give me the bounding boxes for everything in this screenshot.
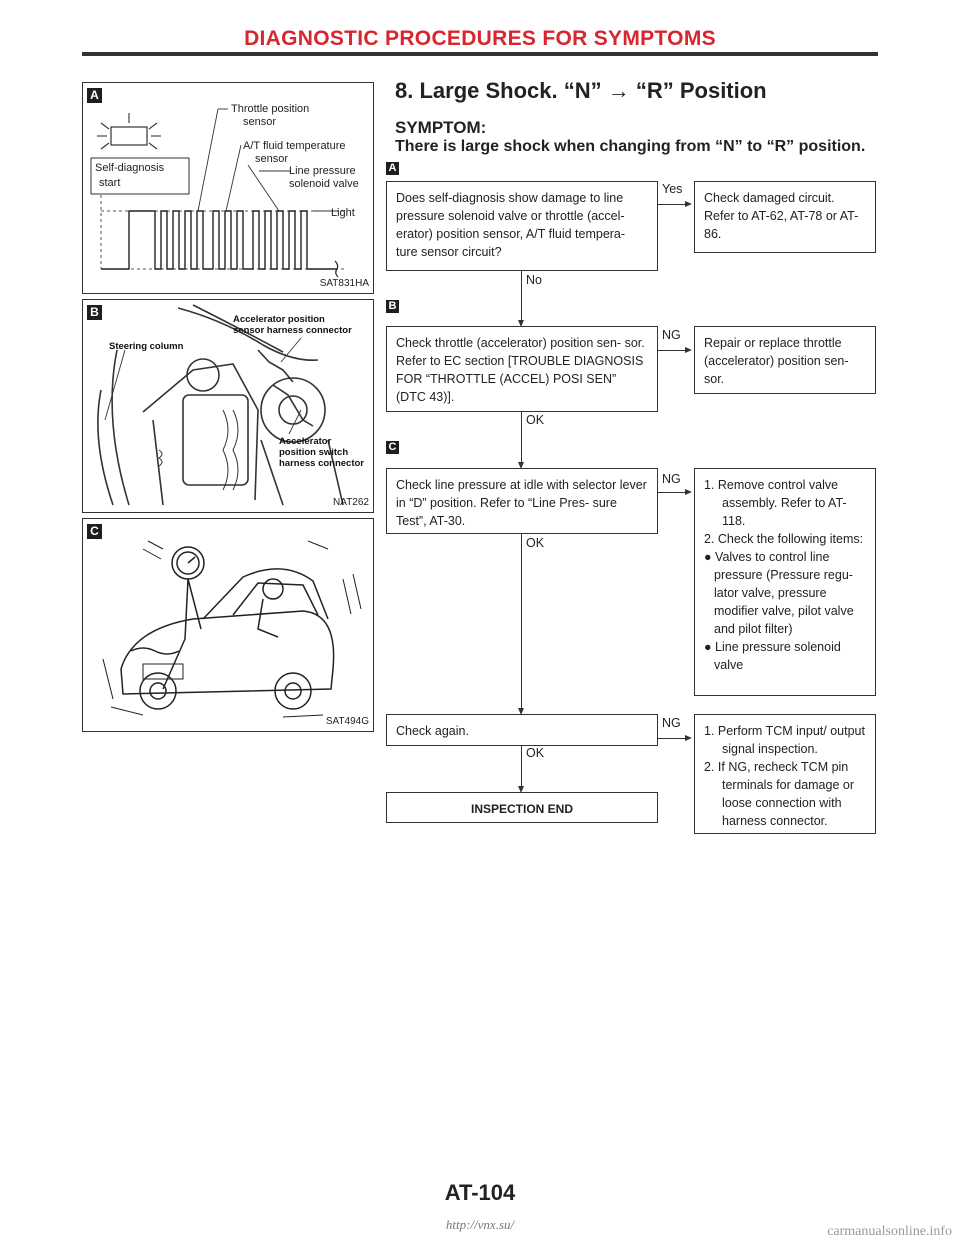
- flow-step3-bullet-text: Valves to control line pressure (Pressure regu- lator valve, pressure modifier valve, pilot valve and pilot filter): [714, 550, 854, 636]
- figure-marker-b: B: [87, 305, 102, 320]
- flow-connector: [521, 746, 522, 790]
- flow-step3-ok-label: OK: [526, 536, 545, 550]
- flow-step3-ng-item: 1. Remove control valve assembly. Refer to AT-118.: [704, 478, 847, 528]
- label-position-switch: position switch: [279, 447, 349, 458]
- section-title: 8. Large Shock. “N” → “R” Position: [395, 78, 767, 103]
- flow-connector: [658, 350, 688, 351]
- symptom-text: There is large shock when changing from “N” to “R” position.: [395, 138, 866, 155]
- watermark: carmanualsonline.info: [827, 1224, 952, 1239]
- flow-step2-question: Check throttle (accelerator) position sen- sor. Refer to EC section [TROUBLE DIAGNOSIS FOR “THROTTLE (ACCEL) POSI SEN” (DTC 43)].: [386, 326, 658, 412]
- figure-code-nat262: NAT262: [333, 497, 369, 508]
- flow-step4-ng-action: [694, 714, 876, 834]
- flow-connector: [521, 412, 522, 466]
- label-self-diagnosis: Self-diagnosis: [95, 162, 165, 174]
- flow-arrow-right: [685, 347, 692, 353]
- page-header-title: DIAGNOSTIC PROCEDURES FOR SYMPTOMS: [244, 27, 716, 50]
- flow-step3-ng-bullet: [704, 638, 866, 674]
- figure-marker-c: C: [87, 524, 102, 539]
- flow-step4-ng-label: NG: [662, 716, 681, 730]
- flow-step1-question: Does self-diagnosis show damage to line pressure solenoid valve or throttle (accel- erator) position sensor, A/T fluid tempera- ture sensor circuit?: [386, 181, 658, 271]
- label-harness-connector: harness connector: [279, 458, 364, 469]
- symptom-heading: SYMPTOM:: [395, 118, 487, 137]
- label-light: Light: [331, 207, 355, 219]
- label-fluid-temperature: A/T fluid temperature: [243, 140, 346, 152]
- flow-connector: [521, 534, 522, 712]
- figure-code-sat831ha: SAT831HA: [319, 278, 369, 289]
- label-fluid-temperature-sensor: sensor: [255, 153, 289, 165]
- flow-marker-c: C: [386, 441, 399, 454]
- bullet-icon: ●: [704, 550, 716, 564]
- label-throttle-position: Throttle position: [231, 103, 310, 115]
- flow-step1-yes-action: Check damaged circuit. Refer to AT-62, AT-78 or AT-86.: [694, 181, 876, 253]
- label-throttle-position-sensor: sensor: [243, 116, 277, 128]
- bullet-icon: ●: [704, 640, 716, 654]
- car-gauge-illustration: [83, 519, 373, 731]
- page-code: AT-104: [444, 1180, 516, 1205]
- flow-step2-ok-label: OK: [526, 413, 545, 427]
- flow-connector: [658, 738, 688, 739]
- flow-step3-question: Check line pressure at idle with selector lever in “D” position. Refer to “Line Pres- sure Test”, AT-30.: [386, 468, 658, 534]
- flow-step3-ng-item: 2. Check the following items:: [704, 532, 864, 546]
- flow-step4-question: Check again.: [386, 714, 658, 746]
- flow-step3-ng-bullet: [704, 548, 866, 638]
- figure-code-sat494g: SAT494G: [325, 716, 369, 727]
- flow-arrow-right: [685, 489, 692, 495]
- label-line-pressure: Line pressure: [289, 165, 356, 177]
- flow-step3-ng-label: NG: [662, 472, 681, 486]
- figure-self-diagnosis-signal: [82, 82, 374, 294]
- flow-arrow-right: [685, 735, 692, 741]
- flow-step4-ng-item: 1. Perform TCM input/ output signal inspection.: [704, 724, 865, 756]
- label-sensor-harness-connector: sensor harness connector: [233, 325, 352, 336]
- flow-arrow-right: [685, 201, 692, 207]
- flow-step4-ok-label: OK: [526, 746, 545, 760]
- figure-line-pressure-test: [82, 518, 374, 732]
- flow-step4-ng-item: 2. If NG, recheck TCM pin terminals for damage or loose connection with harness connector.: [704, 760, 855, 828]
- flow-marker-a: A: [386, 162, 399, 175]
- label-start: start: [99, 177, 121, 189]
- label-accelerator-position: Accelerator position: [233, 314, 325, 325]
- flow-inspection-end: INSPECTION END: [386, 792, 658, 823]
- label-steering-column: Steering column: [109, 341, 184, 352]
- label-solenoid-valve: solenoid valve: [289, 178, 359, 190]
- figure-accelerator-connectors: [82, 299, 374, 513]
- flow-step1-yes-label: Yes: [662, 182, 683, 196]
- header-divider: [82, 52, 878, 56]
- flow-step3-ng-action: [694, 468, 876, 696]
- figure-marker-a: A: [87, 88, 102, 103]
- flow-step3-bullet-text: Line pressure solenoid valve: [714, 640, 841, 672]
- flow-connector: [521, 271, 522, 324]
- footer-link[interactable]: http://vnx.su/: [445, 1217, 515, 1232]
- label-accelerator: Accelerator: [279, 436, 332, 447]
- flow-connector: [658, 204, 688, 205]
- flow-marker-b: B: [386, 300, 399, 313]
- flow-step1-no-label: No: [526, 273, 542, 287]
- flow-connector: [658, 492, 688, 493]
- flow-step2-ng-label: NG: [662, 328, 681, 342]
- flow-step2-ng-action: Repair or replace throttle (accelerator) position sen- sor.: [694, 326, 876, 394]
